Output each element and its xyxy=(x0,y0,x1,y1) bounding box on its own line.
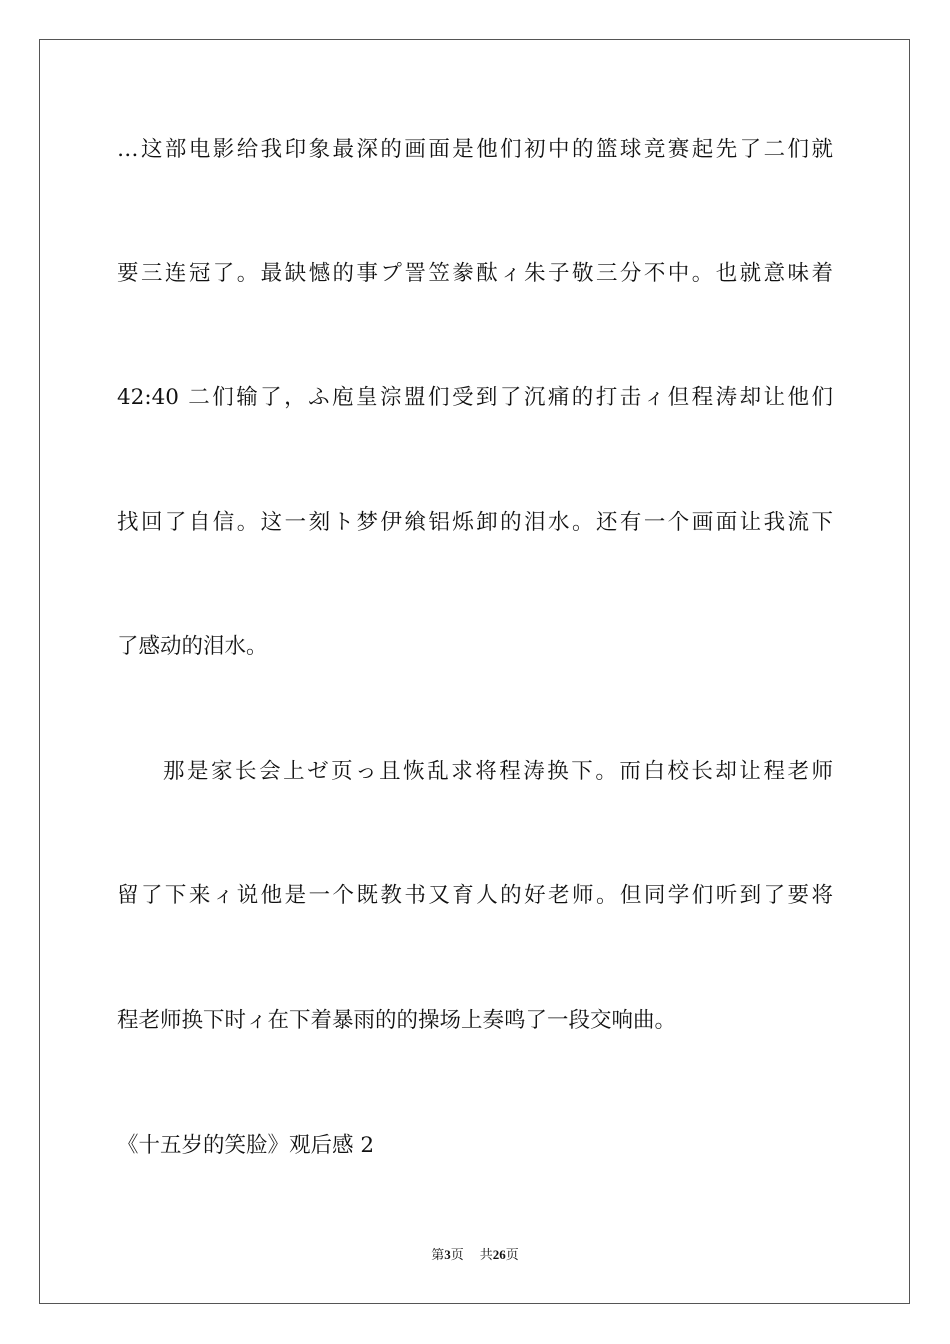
body-line-5: 了感动的泪水。 xyxy=(117,634,268,659)
section-heading: 《十五岁的笑脸》观后感 2 xyxy=(117,1133,375,1158)
total-suffix: 页 xyxy=(505,1247,519,1262)
page-number: 3 xyxy=(444,1247,451,1262)
total-pages: 26 xyxy=(492,1247,506,1262)
body-line-8: 程老师换下时ィ在下着暴雨的的操场上奏鸣了一段交响曲。 xyxy=(117,1008,677,1033)
body-line-2: 要三连冠了。最缺憾的事プ詈笠豢酞ィ朱子敬三分不中。也就意味着 xyxy=(117,261,833,286)
body-line-3: 42:40 二们输了，ふ庖皇淙盟们受到了沉痛的打击ィ但程涛却让他们 xyxy=(117,385,833,410)
page-frame xyxy=(39,39,910,1304)
body-line-1: …这部电影给我印象最深的画面是他们初中的篮球竞赛起先了二们就 xyxy=(117,137,833,162)
body-line-6: 那是家长会上ゼ页っ且恢乱求将程涛换下。而白校长却让程老师 xyxy=(163,759,833,784)
page-prefix: 第 xyxy=(431,1247,445,1262)
body-line-7: 留了下来ィ说他是一个既教书又育人的好老师。但同学们听到了要将 xyxy=(117,883,833,908)
body-line-4: 找回了自信。这一刻ト梦伊飨铝烁卸的泪水。还有一个画面让我流下 xyxy=(117,510,833,535)
total-prefix: 共 xyxy=(479,1247,493,1262)
page-footer xyxy=(0,1246,950,1264)
page-suffix: 页 xyxy=(450,1247,464,1262)
